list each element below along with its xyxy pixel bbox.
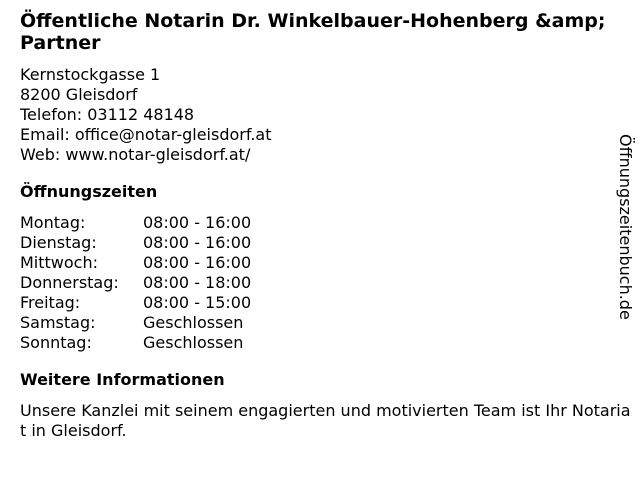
contact-block [20,65,632,165]
hours-time: Geschlossen [143,333,244,352]
email-line: Email: office@notar-gleisdorf.at [20,125,272,144]
hours-row-saturday [20,313,632,333]
hours-day: Dienstag: [20,233,97,252]
hours-row-monday [20,213,632,233]
brand-watermark: Öffnungszeitenbuch.de [616,134,635,320]
business-name: Öffentliche Notarin Dr. Winkelbauer-Hohenberg &amp; Partner [20,10,606,54]
business-card [20,0,632,441]
info-heading: Weitere Informationen [20,370,225,389]
hours-day: Freitag: [20,293,81,312]
hours-time: 08:00 - 15:00 [143,293,252,312]
hours-time: Geschlossen [143,313,244,332]
info-text: Unsere Kanzlei mit seinem engagierten und motivierten Team ist Ihr Notariat in Gleisdorf. [20,401,631,440]
web-line: Web: www.notar-gleisdorf.at/ [20,145,251,164]
hours-day: Sonntag: [20,333,92,352]
hours-day: Samstag: [20,313,96,332]
hours-heading: Öffnungszeiten [20,182,158,201]
hours-day: Donnerstag: [20,273,119,292]
hours-day: Montag: [20,213,86,232]
hours-row-thursday [20,273,632,293]
address-street: Kernstockgasse 1 [20,65,161,84]
hours-row-sunday [20,333,632,353]
hours-time: 08:00 - 16:00 [143,233,252,252]
hours-row-tuesday [20,233,632,253]
address-city: 8200 Gleisdorf [20,85,138,104]
hours-day: Mittwoch: [20,253,98,272]
phone-line: Telefon: 03112 48148 [20,105,195,124]
hours-table [20,213,632,353]
hours-time: 08:00 - 18:00 [143,273,252,292]
hours-row-friday [20,293,632,313]
hours-time: 08:00 - 16:00 [143,213,252,232]
hours-time: 08:00 - 16:00 [143,253,252,272]
hours-row-wednesday [20,253,632,273]
